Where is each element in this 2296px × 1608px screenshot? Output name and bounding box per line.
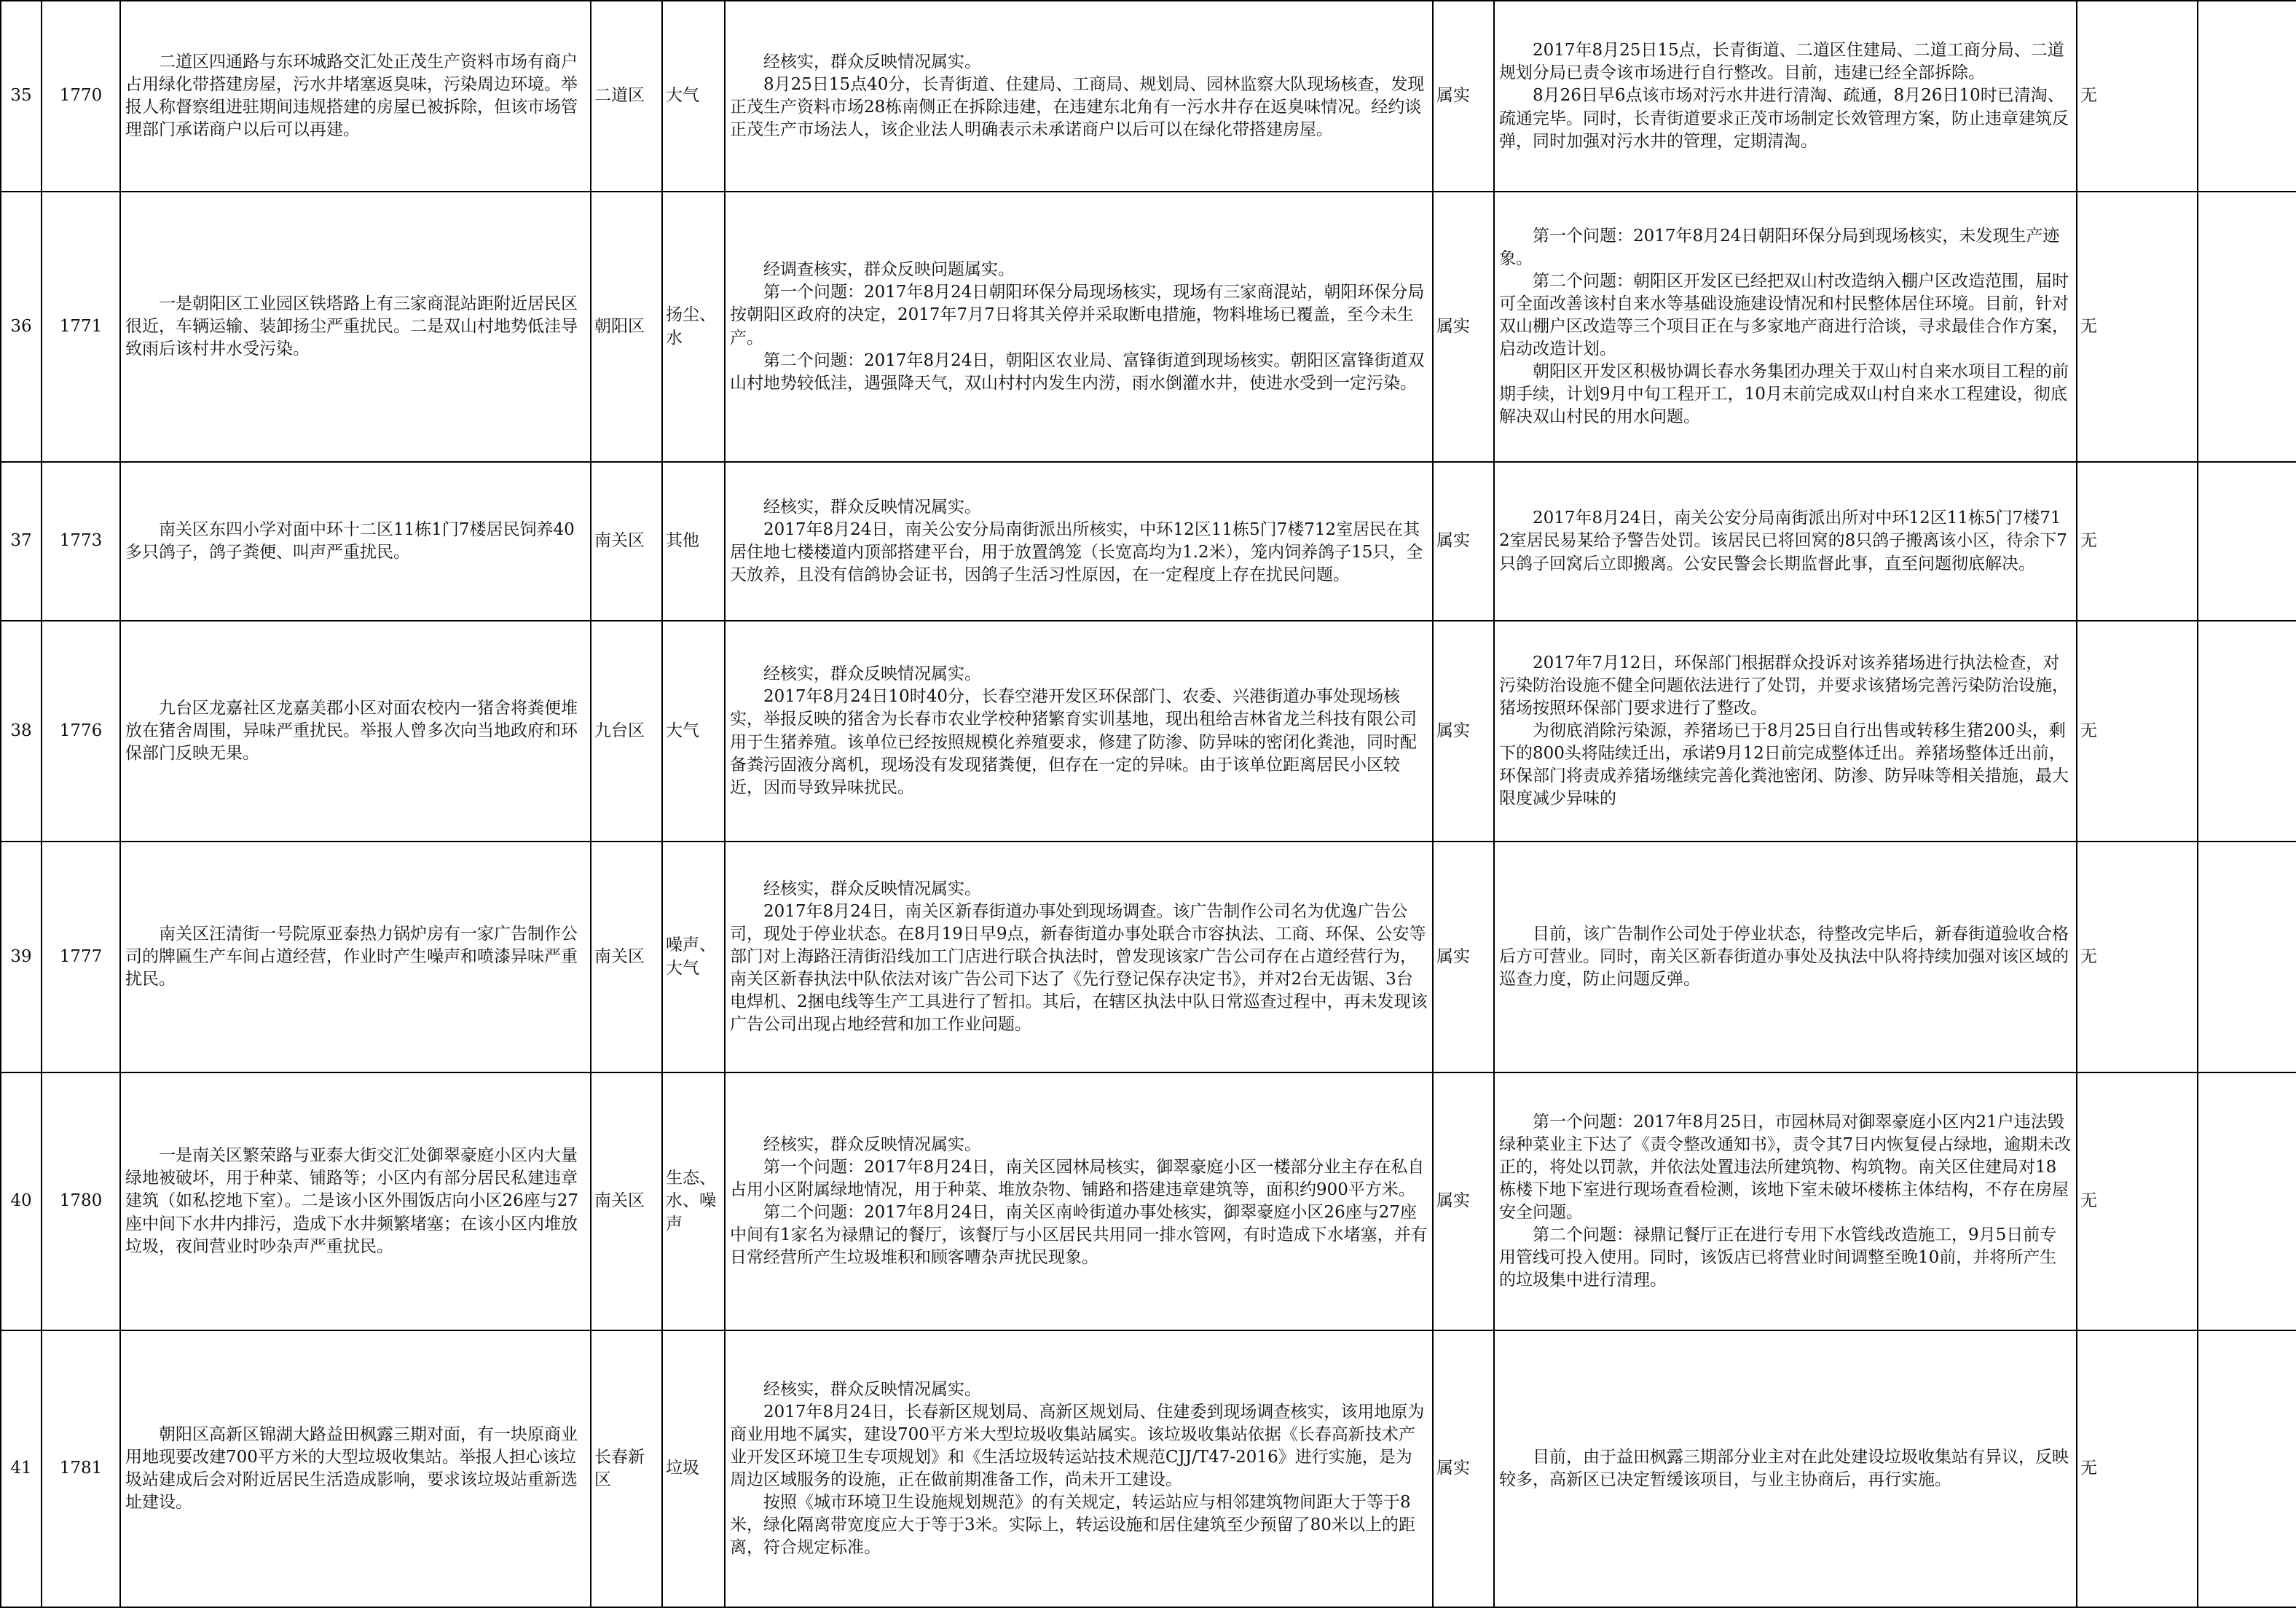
complaint-description-cell-paragraph: 朝阳区高新区锦湖大路益田枫露三期对面，有一块原商业用地现要改建700平方米的大型垃圾收集站。举报人担心该垃圾站建成后会对附近居民生活造成影响，要求该垃圾站重新选址建设。 [125, 1424, 578, 1513]
handling-result-cell [1494, 462, 2077, 621]
blank-cell [2198, 462, 2296, 621]
table-row [1, 842, 2296, 1072]
handling-result-cell-paragraph: 朝阳区开发区积极协调长春水务集团办理关于双山村自来水项目工程的前期手续，计划9月中旬工程开工，10月末前完成双山村自来水工程建设，彻底解决双山村民的用水问题。 [1499, 362, 2069, 427]
investigation-cell [725, 1072, 1433, 1330]
row-number-cell: 36 [1, 192, 42, 462]
complaint-description-cell-paragraph: 南关区东四小学对面中环十二区11栋1门7楼居民饲养40多只鸽子，鸽子粪便、叫声严重扰民。 [125, 519, 575, 562]
handling-result-cell-paragraph: 第一个问题：2017年8月25日，市园林局对御翠豪庭小区内21户违法毁绿种菜业主下达了《责令整改通知书》，责令其7日内恢复侵占绿地，逾期未改正的，将处以罚款，并依法处置违法所建筑物、构筑物。南关区住建局对18栋楼下地下室进行现场查看检测，该地下室未破坏楼栋主体结构，不存在房屋安全问题。 [1499, 1112, 2072, 1222]
row-number-cell: 37 [1, 462, 42, 621]
district-cell: 南关区 [591, 842, 662, 1072]
complaint-description-cell [120, 1330, 591, 1607]
table-row [1, 621, 2296, 842]
case-id-cell: 1771 [42, 192, 120, 462]
pollution-type-cell: 垃圾 [662, 1330, 725, 1607]
investigation-cell-paragraph: 经核实，群众反映情况属实。 [763, 497, 981, 517]
investigation-cell [725, 192, 1433, 462]
investigation-cell-paragraph: 经核实，群众反映情况属实。 [763, 664, 981, 684]
investigation-cell-paragraph: 第二个问题：2017年8月24日，南关区南岭街道办事处核实，御翠豪庭小区26座与27座中间有1家名为禄鼎记的餐厅，该餐厅与小区居民共用同一排水管网，有时造成下水堵塞，并有日常经营所产生垃圾堆积和顾客嘈杂声扰民现象。 [730, 1203, 1428, 1268]
district-cell: 九台区 [591, 621, 662, 842]
row-number-cell: 41 [1, 1330, 42, 1607]
handling-result-cell [1494, 1330, 2077, 1607]
case-id-cell: 1776 [42, 621, 120, 842]
handling-result-cell-paragraph: 为彻底消除污染源，养猪场已于8月25日自行出售或转移生猪200头，剩下的800头将陆续迁出，承诺9月12日前完成整体迁出。养猪场整体迁出前，环保部门将责成养猪场继续完善化粪池密闭、防渗、防异味等相关措施，最大限度减少异味的 [1499, 721, 2069, 809]
blank-cell [2198, 1, 2296, 192]
handling-result-cell [1494, 1072, 2077, 1330]
accountability-cell: 无 [2077, 192, 2198, 462]
pollution-type-cell: 其他 [662, 462, 725, 621]
investigation-cell-paragraph: 第一个问题：2017年8月24日，南关区园林局核实，御翠豪庭小区一楼部分业主存在私自占用小区附属绿地情况，用于种菜、堆放杂物、铺路和搭建违章建筑等，面积约900平方米。 [730, 1157, 1425, 1199]
complaint-description-cell-paragraph: 二道区四通路与东环城路交汇处正茂生产资料市场有商户占用绿化带搭建房屋，污水井堵塞返臭味，污染周边环境。举报人称督察组进驻期间违规搭建的房屋已被拆除，但该市场管理部门承诺商户以后可以再建。 [125, 52, 578, 140]
row-number-cell: 40 [1, 1072, 42, 1330]
investigation-cell [725, 1330, 1433, 1607]
case-id-cell: 1780 [42, 1072, 120, 1330]
district-cell: 南关区 [591, 462, 662, 621]
verdict-cell: 属实 [1433, 1072, 1494, 1330]
complaint-description-cell [120, 192, 591, 462]
investigation-cell-paragraph: 2017年8月24日，南关区新春街道办事处到现场调查。该广告制作公司名为优逸广告公司，现处于停业状态。在8月19日早9点，新春街道办事处联合市容执法、工商、环保、公安等部门对上海路汪清街沿线加工门店进行联合执法时，曾发现该家广告公司存在占道经营行为，南关区新春执法中队依法对该广告公司下达了《先行登记保存决定书》，并对2台无齿锯、3台电焊机、2捆电线等生产工具进行了暂扣。其后，在辖区执法中队日常巡查过程中，再未发现该广告公司出现占地经营和加工作业问题。 [730, 901, 1428, 1035]
case-id-cell: 1770 [42, 1, 120, 192]
case-id-cell: 1773 [42, 462, 120, 621]
investigation-cell-paragraph: 2017年8月24日，南关公安分局南街派出所核实，中环12区11栋5门7楼712室居民在其居住地七楼楼道内顶部搭建平台，用于放置鸽笼（长宽高均为1.2米），笼内饲养鸽子15只，全天放养，且没有信鸽协会证书，因鸽子生活习性原因，在一定程度上存在扰民问题。 [730, 519, 1423, 585]
pollution-type-cell: 扬尘、水 [662, 192, 725, 462]
complaint-description-cell-paragraph: 一是南关区繁荣路与亚泰大街交汇处御翠豪庭小区内大量绿地被破坏，用于种菜、铺路等；小区内有部分居民私建违章建筑（如私挖地下室）。二是该小区外围饭店向小区26座与27座中间下水井内排污，造成下水井频繁堵塞；在该小区内堆放垃圾，夜间营业时吵杂声严重扰民。 [125, 1146, 579, 1256]
investigation-cell-paragraph: 按照《城市环境卫生设施规划规范》的有关规定，转运站应与相邻建筑物间距大于等于8米，绿化隔离带宽度应大于等于3米。实际上，转运设施和居住建筑至少预留了80米以上的距离，符合规定标准。 [730, 1493, 1415, 1558]
complaint-description-cell [120, 1, 591, 192]
accountability-cell: 无 [2077, 1072, 2198, 1330]
handling-result-cell [1494, 1, 2077, 192]
accountability-cell: 无 [2077, 462, 2198, 621]
investigation-cell-paragraph: 经调查核实，群众反映问题属实。 [763, 260, 1015, 280]
investigation-cell-paragraph: 经核实，群众反映情况属实。 [763, 1134, 981, 1154]
case-id-cell: 1777 [42, 842, 120, 1072]
complaint-description-cell-paragraph: 南关区汪清街一号院原亚泰热力锅炉房有一家广告制作公司的牌匾生产车间占道经营，作业时产生噪声和喷漆异味严重扰民。 [125, 924, 578, 989]
handling-result-cell-paragraph: 2017年8月25日15点，长青街道、二道区住建局、二道工商分局、二道规划分局已责令该市场进行自行整改。目前，违建已经全部拆除。 [1499, 41, 2064, 83]
complaint-description-cell [120, 842, 591, 1072]
handling-result-cell [1494, 621, 2077, 842]
investigation-cell-paragraph: 第二个问题：2017年8月24日，朝阳区农业局、富锋街道到现场核实。朝阳区富锋街道双山村地势较低洼，遇强降天气，双山村村内发生内涝，雨水倒灌水井，使进水受到一定污染。 [730, 350, 1425, 393]
verdict-cell: 属实 [1433, 621, 1494, 842]
handling-result-cell-paragraph: 第二个问题：禄鼎记餐厅正在进行专用下水管线改造施工，9月5日前专用管线可投入使用。同时，该饭店已将营业时间调整至晚10前，并将所产生的垃圾集中进行清理。 [1499, 1225, 2057, 1290]
district-cell: 朝阳区 [591, 192, 662, 462]
complaint-description-cell-paragraph: 九台区龙嘉社区龙嘉美郡小区对面农校内一猪舍将粪便堆放在猪舍周围，异味严重扰民。举报人曾多次向当地政府和环保部门反映无果。 [125, 698, 578, 764]
case-id-cell: 1781 [42, 1330, 120, 1607]
table-row [1, 1, 2296, 192]
accountability-cell: 无 [2077, 842, 2198, 1072]
table-body [1, 1, 2296, 1607]
complaint-description-cell [120, 462, 591, 621]
investigation-cell [725, 842, 1433, 1072]
verdict-cell: 属实 [1433, 462, 1494, 621]
blank-cell [2198, 621, 2296, 842]
complaint-description-cell-paragraph: 一是朝阳区工业园区铁塔路上有三家商混站距附近居民区很近，车辆运输、装卸扬尘严重扰民。二是双山村地势低洼导致雨后该村井水受污染。 [125, 294, 578, 359]
table-row [1, 192, 2296, 462]
investigation-cell [725, 462, 1433, 621]
handling-result-cell-paragraph: 8月26日早6点该市场对污水井进行清淘、疏通，8月26日10时已清淘、疏通完毕。同时，长青街道要求正茂市场制定长效管理方案，防止违章建筑反弹，同时加强对污水井的管理，定期清淘。 [1499, 86, 2069, 151]
row-number-cell: 38 [1, 621, 42, 842]
table-row [1, 462, 2296, 621]
complaint-description-cell [120, 1072, 591, 1330]
investigation-cell-paragraph: 2017年8月24日10时40分，长春空港开发区环保部门、农委、兴港街道办事处现场核实，举报反映的猪舍为长春市农业学校种猪繁育实训基地，现出租给吉林省龙兰科技有限公司用于生猪养殖。该单位已经按照规模化养殖要求，修建了防渗、防异味的密闭化粪池，同时配备粪污固液分离机，现场没有发现猪粪便，但存在一定的异味。由于该单位距离居民小区较近，因而导致异味扰民。 [730, 687, 1417, 797]
district-cell: 南关区 [591, 1072, 662, 1330]
verdict-cell: 属实 [1433, 192, 1494, 462]
handling-result-cell [1494, 842, 2077, 1072]
pollution-type-cell: 大气 [662, 1, 725, 192]
table-row [1, 1330, 2296, 1607]
accountability-cell: 无 [2077, 1330, 2198, 1607]
blank-cell [2198, 192, 2296, 462]
investigation-cell-paragraph: 经核实，群众反映情况属实。 [763, 879, 981, 898]
investigation-cell [725, 1, 1433, 192]
handling-result-cell [1494, 192, 2077, 462]
handling-result-cell-paragraph: 2017年8月24日，南关公安分局南街派出所对中环12区11栋5门7楼712室居民易某给予警告处罚。该居民已将回窝的8只鸽子搬离该小区，待余下7只鸽子回窝后立即搬离。公安民警会长期监督此事，直至问题彻底解决。 [1499, 509, 2067, 573]
table-row [1, 1072, 2296, 1330]
blank-cell [2198, 1072, 2296, 1330]
pollution-type-cell: 生态、水、噪声 [662, 1072, 725, 1330]
verdict-cell: 属实 [1433, 1330, 1494, 1607]
investigation-cell [725, 621, 1433, 842]
handling-result-cell-paragraph: 目前，由于益田枫露三期部分业主对在此处建设垃圾收集站有异议，反映较多，高新区已决定暂缓该项目，与业主协商后，再行实施。 [1499, 1447, 2069, 1489]
accountability-cell: 无 [2077, 621, 2198, 842]
verdict-cell: 属实 [1433, 1, 1494, 192]
handling-result-cell-paragraph: 第一个问题：2017年8月24日朝阳环保分局到现场核实，未发现生产迹象。 [1499, 226, 2060, 268]
handling-result-cell-paragraph: 2017年7月12日，环保部门根据群众投诉对该养猪场进行执法检查，对污染防治设施不健全问题依法进行了处罚，并要求该猪场完善污染防治设施，猪场按照环保部门要求进行了整改。 [1499, 653, 2069, 718]
handling-result-cell-paragraph: 目前，该广告制作公司处于停业状态，待整改完毕后，新春街道验收合格后方可营业。同时，南关区新春街道办事处及执法中队将持续加强对该区域的巡查力度，防止问题反弹。 [1499, 924, 2069, 989]
investigation-cell-paragraph: 2017年8月24日，长春新区规划局、高新区规划局、住建委到现场调查核实，该用地原为商业用地不属实，建设700平方米大型垃圾收集站属实。该垃圾收集站依据《长春高新技术产业开发区环境卫生专项规划》和《生活垃圾转运站技术规范CJJ/T47-2016》进行实施，是为周边区域服务的设施，正在做前期准备工作，尚未开工建设。 [730, 1402, 1425, 1489]
verdict-cell: 属实 [1433, 842, 1494, 1072]
complaint-description-cell [120, 621, 591, 842]
blank-cell [2198, 1330, 2296, 1607]
investigation-cell-paragraph: 第一个问题：2017年8月24日朝阳环保分局现场核实，现场有三家商混站，朝阳环保分局按朝阳区政府的决定，2017年7月7日将其关停并采取断电措施，物料堆场已覆盖，至今未生产。 [730, 283, 1425, 348]
pollution-type-cell: 大气 [662, 621, 725, 842]
row-number-cell: 39 [1, 842, 42, 1072]
investigation-cell-paragraph: 经核实，群众反映情况属实。 [763, 52, 981, 71]
pollution-type-cell: 噪声、大气 [662, 842, 725, 1072]
row-number-cell: 35 [1, 1, 42, 192]
blank-cell [2198, 842, 2296, 1072]
investigation-cell-paragraph: 8月25日15点40分，长青街道、住建局、工商局、规划局、园林监察大队现场核查，发现正茂生产资料市场28栋南侧正在拆除违建，在违建东北角有一污水井存在返臭味情况。经约谈正茂生产市场法人，该企业法人明确表示未承诺商户以后可以在绿化带搭建房屋。 [730, 74, 1425, 140]
accountability-cell: 无 [2077, 1, 2198, 192]
district-cell: 长春新区 [591, 1330, 662, 1607]
district-cell: 二道区 [591, 1, 662, 192]
investigation-cell-paragraph: 经核实，群众反映情况属实。 [763, 1379, 981, 1399]
handling-result-cell-paragraph: 第二个问题：朝阳区开发区已经把双山村改造纳入棚户区改造范围，届时可全面改善该村自来水等基础设施建设情况和村民整体居住环境。目前，针对双山棚户区改造等三个项目正在与多家地产商进行洽谈，寻求最佳合作方案，启动改造计划。 [1499, 271, 2069, 359]
